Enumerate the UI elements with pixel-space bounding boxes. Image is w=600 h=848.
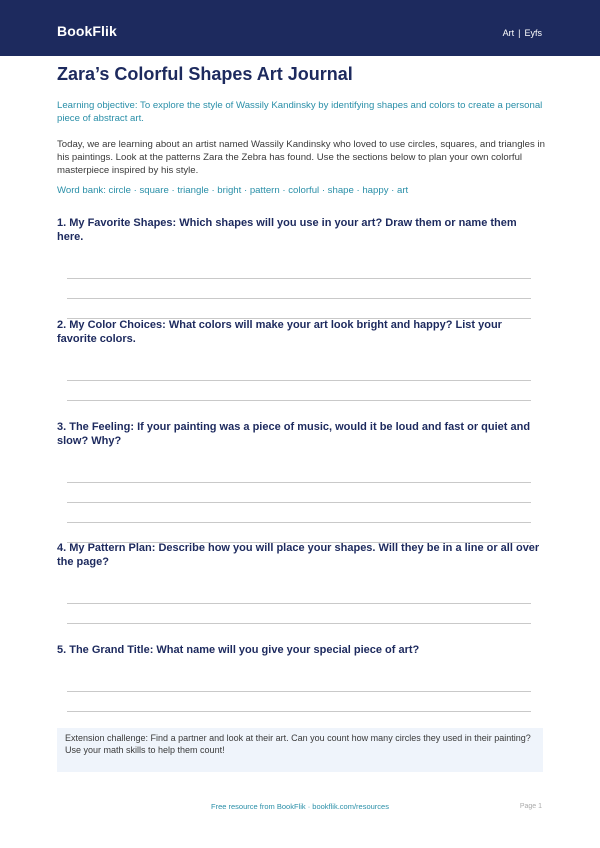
page-title: Zara’s Colorful Shapes Art Journal [57,64,353,84]
intro-paragraph: Today, we are learning about an artist named Wassily Kandinsky who loved to use circles, squares, and triangles in his paintings. Look at the patterns Zara the Zebra has found. Use the sections below to plan your own colorful masterpiece inspired by his style. [57,139,545,176]
answer-line[interactable] [67,502,531,503]
answer-line[interactable] [67,522,531,523]
answer-line[interactable] [67,623,531,624]
answer-line[interactable] [67,482,531,483]
answer-line[interactable] [67,380,531,381]
answer-line[interactable] [67,603,531,604]
question-text: 5. The Grand Title: What name will you give your special piece of art? [57,644,420,656]
question-text: 2. My Color Choices: What colors will make your art look bright and happy? List your favorite colors. [57,319,502,345]
question-text: 4. My Pattern Plan: Describe how you will place your shapes. Will they be in a line or all over the page? [57,542,540,568]
answer-line[interactable] [67,298,531,299]
footer-credit: Free resource from BookFlik · bookflik.com/resources [211,802,389,811]
question-section-2 [57,318,543,408]
question-section-5 [57,643,543,715]
page-header [0,0,600,56]
answer-line[interactable] [67,711,531,712]
extension-text: Extension challenge: Find a partner and look at their art. Can you count how many circles they used in their painting? Use your math skills to help them count! [65,733,531,755]
word-bank: Word bank: circle · square · triangle · bright · pattern · colorful · shape · happy · art [57,185,409,196]
brand-logo-text: BookFlik [57,23,117,39]
level-label: Eyfs [524,28,542,38]
question-section-3 [57,420,543,546]
answer-line[interactable] [67,400,531,401]
meta-separator: | [518,28,521,38]
subject-label: Art [502,28,515,38]
page-number: Page 1 [519,803,542,810]
extension-challenge-box [57,728,543,772]
header-meta [503,28,542,38]
question-text: 3. The Feeling: If your painting was a piece of music, would it be loud and fast or quiet and slow? Why? [57,421,531,447]
answer-line[interactable] [67,278,531,279]
question-section-4 [57,541,543,631]
question-section-1 [57,216,543,322]
answer-line[interactable] [67,691,531,692]
learning-objective: Learning objective: To explore the style of Wassily Kandinsky by identifying shapes and colors to create a personal piece of abstract art. [57,100,543,124]
question-text: 1. My Favorite Shapes: Which shapes will you use in your art? Draw them or name them here. [57,217,517,243]
